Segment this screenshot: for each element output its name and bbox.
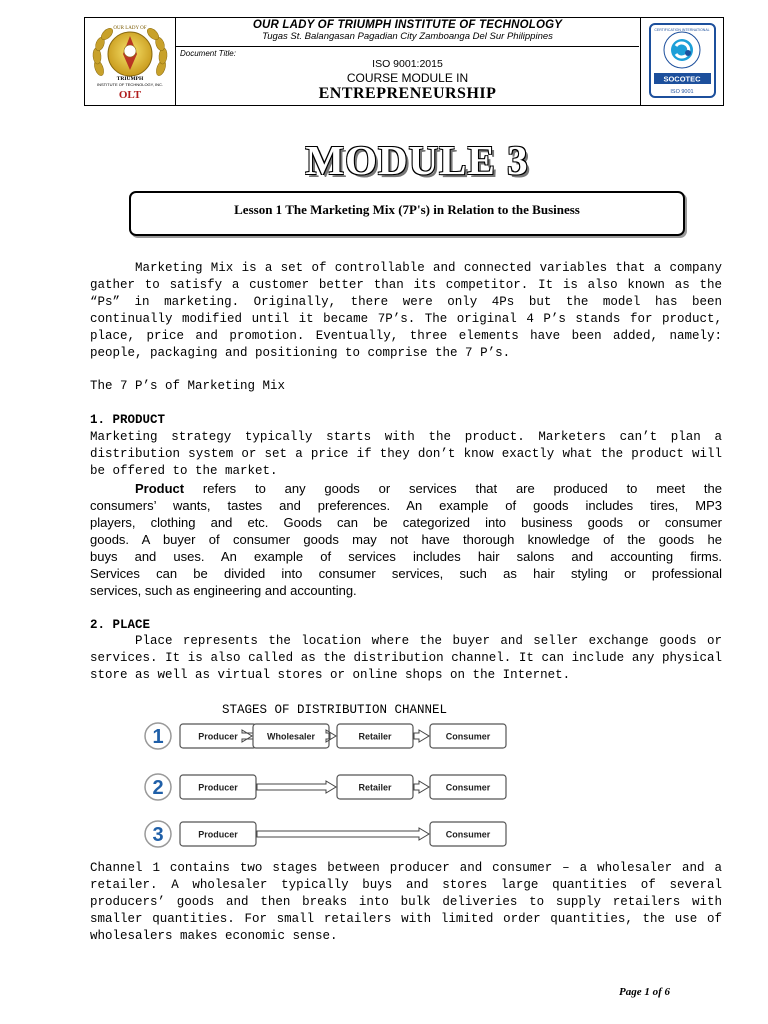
channel-number: 2 [152, 777, 164, 799]
iso-badge-name: SOCOTEC [663, 74, 701, 84]
text-line: continually modified until it became 7P’s. The original 4 P’s stands for product, [90, 312, 722, 326]
text-line: gather to satisfy a customer better than its competitor. It is also known as the [90, 278, 722, 292]
stage-label: Producer [198, 782, 238, 793]
text-line: goods. A buyer of consumer goods may not have thorough knowledge of the goods he [90, 532, 722, 547]
text-line: retailer. A wholesaler typically buys and stores large quantities of several [90, 878, 722, 892]
course-module-label: COURSE MODULE IN [346, 71, 469, 85]
page-number: Page 1 of 6 [619, 986, 671, 998]
channel-number: 3 [152, 824, 164, 846]
place-heading: 2. PLACE [90, 618, 151, 632]
text-line: be offered to the market. [90, 464, 278, 478]
stage-label: Retailer [358, 731, 392, 742]
logo-subtitle-text: INSTITUTE OF TECHNOLOGY, INC. [96, 82, 164, 87]
school-logo [85, 18, 176, 105]
seven-ps-heading: The 7 P’s of Marketing Mix [90, 379, 286, 393]
text-line: Marketing strategy typically starts with the product. Marketers can’t plan a [90, 430, 722, 444]
text-line: Channel 1 contains two stages between producer and consumer – a wholesaler and a [90, 861, 722, 875]
text-line: Marketing Mix is a set of controllable and connected variables that a company [135, 261, 722, 275]
product-paragraph-2 [90, 480, 722, 599]
text-line: smaller quantities. For small retailers with limited order quantities, the use of [90, 912, 722, 926]
text-line: people, packaging and positioning to comprise the 7 P’s. [90, 346, 511, 360]
text-line: place, price and promotion. Eventually, three elements have been added, namely: [90, 329, 722, 343]
lesson-title-box [129, 191, 685, 236]
stage-label: Producer [198, 829, 238, 840]
text-line: services. It is also called as the distribution channel. It can include any physical [90, 651, 722, 665]
channel-1-paragraph [90, 860, 722, 945]
logo-abbr-text: OLT [118, 89, 142, 101]
stage-arrow [414, 730, 429, 742]
text-line: consumers’ wants, tastes and preferences. An example of goods includes tires, MP3 [90, 498, 722, 513]
stage-label: Consumer [445, 731, 491, 742]
product-paragraph-1 [90, 429, 722, 480]
text-line: Place represents the location where the buyer and seller exchange goods or [135, 634, 722, 648]
distribution-title: STAGES OF DISTRIBUTION CHANNEL [222, 703, 448, 717]
module-title: MODULE 3 [305, 137, 529, 183]
document-header [84, 17, 724, 106]
logo-name-text: TRIUMPH [116, 76, 144, 82]
text-line [90, 480, 722, 497]
text-line: buys and uses. An example of services includes hair salons and accounting firms. [90, 549, 722, 564]
stage-label: Wholesaler [266, 731, 316, 742]
document-title-label: Document Title: [180, 49, 236, 58]
text-line: wholesalers makes economic sense. [90, 929, 338, 943]
stage-arrow [257, 828, 429, 840]
intro-paragraph [90, 260, 722, 362]
stage-arrow [257, 781, 336, 793]
institution-name: OUR LADY OF TRIUMPH INSTITUTE OF TECHNOLOGY [252, 19, 563, 31]
logo-ring-text: OUR LADY OF [113, 26, 147, 31]
lesson-title: Lesson 1 The Marketing Mix (7P's) in Relation to the Business [234, 202, 580, 217]
stage-label: Consumer [445, 829, 491, 840]
iso-standard: ISO 9001:2015 [372, 58, 443, 70]
text-line: producers’ goods and then breaks into bulk deliveries to supply retailers with [90, 895, 722, 909]
text-line: store as well as virtual stores or online shops on the Internet. [90, 668, 571, 682]
stage-label: Consumer [445, 782, 491, 793]
text-line: distribution system or set a price if they don’t know exactly what the product will [90, 447, 722, 461]
stage-label: Retailer [358, 782, 392, 793]
product-term: Product [135, 481, 185, 496]
text-line: “Ps” in marketing. Originally, there were only 4Ps but the model has been [90, 295, 722, 309]
text-line: Services can be divided into consumer services, such as hair styling or professional [90, 566, 722, 581]
course-subject: ENTREPRENEURSHIP [318, 85, 497, 102]
text-line: services, such as engineering and accounting. [90, 583, 357, 598]
institution-address: Tugas St. Balangasan Pagadian City Zamboanga Del Sur Philippines [262, 31, 553, 42]
product-heading: 1. PRODUCT [90, 413, 166, 427]
place-paragraph [90, 633, 722, 684]
text-line: players, clothing and etc. Goods can be categorized into business goods or consumer [90, 515, 722, 530]
stage-arrow [414, 781, 429, 793]
stage-label: Producer [198, 731, 238, 742]
header-center [176, 18, 639, 105]
channel-number: 1 [152, 726, 164, 748]
distribution-channel-diagram [142, 718, 522, 858]
iso-ring-text: CERTIFICATION INTERNATIONAL [654, 28, 710, 32]
institution-block [176, 18, 639, 47]
text-span: refers to any goods or services that are produced to meet the [184, 481, 722, 496]
iso-certification-badge [640, 18, 724, 105]
iso-badge-cert: ISO 9001 [670, 89, 694, 95]
